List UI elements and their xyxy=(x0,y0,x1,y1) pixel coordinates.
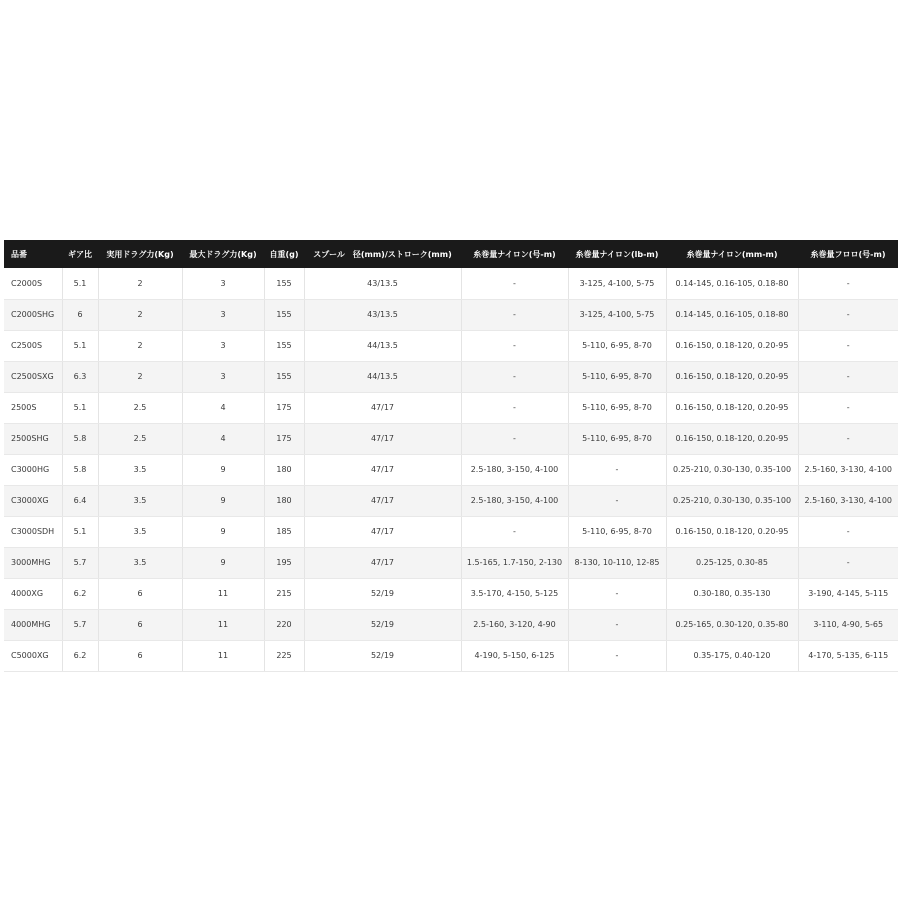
cell-nylon-go: - xyxy=(461,299,568,330)
cell-spool-stroke: 47/17 xyxy=(304,516,461,547)
header-max-drag: 最大ドラグ力(Kg) xyxy=(189,249,257,259)
table-row xyxy=(4,609,898,640)
cell-nylon-mm: 0.25-210, 0.30-130, 0.35-100 xyxy=(666,485,798,516)
cell-nylon-mm: 0.25-210, 0.30-130, 0.35-100 xyxy=(666,454,798,485)
cell-weight: 155 xyxy=(264,299,304,330)
reel-spec-table xyxy=(4,240,898,672)
cell-weight: 215 xyxy=(264,578,304,609)
cell-nylon-go: 4-190, 5-150, 6-125 xyxy=(461,640,568,671)
cell-nylon-go: - xyxy=(461,392,568,423)
cell-spool-stroke: 52/19 xyxy=(304,578,461,609)
cell-nylon-lb: 5-110, 6-95, 8-70 xyxy=(568,330,666,361)
cell-nylon-go: - xyxy=(461,268,568,299)
cell-fluoro-go: - xyxy=(798,330,898,361)
cell-weight: 155 xyxy=(264,330,304,361)
cell-fluoro-go: - xyxy=(798,516,898,547)
cell-fluoro-go: 3-110, 4-90, 5-65 xyxy=(798,609,898,640)
cell-nylon-mm: 0.16-150, 0.18-120, 0.20-95 xyxy=(666,361,798,392)
cell-practical-drag: 3.5 xyxy=(98,547,182,578)
cell-nylon-lb: 5-110, 6-95, 8-70 xyxy=(568,392,666,423)
cell-nylon-mm: 0.16-150, 0.18-120, 0.20-95 xyxy=(666,392,798,423)
cell-max-drag: 11 xyxy=(182,609,264,640)
header-spool-stroke: スプール 径(mm)/ストローク(mm) xyxy=(313,249,452,259)
cell-nylon-mm: 0.35-175, 0.40-120 xyxy=(666,640,798,671)
cell-fluoro-go: - xyxy=(798,423,898,454)
cell-weight: 180 xyxy=(264,485,304,516)
cell-nylon-lb: - xyxy=(568,454,666,485)
cell-fluoro-go: - xyxy=(798,392,898,423)
cell-weight: 220 xyxy=(264,609,304,640)
spec-table-container xyxy=(4,240,898,672)
cell-model: C2000SHG xyxy=(4,299,62,330)
cell-gear-ratio: 5.8 xyxy=(62,423,98,454)
cell-fluoro-go: - xyxy=(798,268,898,299)
cell-practical-drag: 2 xyxy=(98,268,182,299)
cell-gear-ratio: 5.1 xyxy=(62,392,98,423)
cell-practical-drag: 6 xyxy=(98,640,182,671)
cell-fluoro-go: - xyxy=(798,361,898,392)
cell-nylon-mm: 0.16-150, 0.18-120, 0.20-95 xyxy=(666,516,798,547)
cell-spool-stroke: 43/13.5 xyxy=(304,268,461,299)
table-row xyxy=(4,578,898,609)
cell-max-drag: 9 xyxy=(182,485,264,516)
cell-fluoro-go: - xyxy=(798,547,898,578)
cell-model: C3000HG xyxy=(4,454,62,485)
cell-nylon-mm: 0.30-180, 0.35-130 xyxy=(666,578,798,609)
cell-practical-drag: 2 xyxy=(98,330,182,361)
cell-max-drag: 9 xyxy=(182,454,264,485)
header-weight: 自重(g) xyxy=(269,249,299,259)
cell-gear-ratio: 5.8 xyxy=(62,454,98,485)
cell-nylon-mm: 0.25-165, 0.30-120, 0.35-80 xyxy=(666,609,798,640)
cell-weight: 225 xyxy=(264,640,304,671)
cell-spool-stroke: 47/17 xyxy=(304,485,461,516)
cell-nylon-lb: - xyxy=(568,640,666,671)
cell-spool-stroke: 47/17 xyxy=(304,392,461,423)
cell-model: C5000XG xyxy=(4,640,62,671)
cell-spool-stroke: 52/19 xyxy=(304,640,461,671)
cell-fluoro-go: 2.5-160, 3-130, 4-100 xyxy=(798,485,898,516)
table-row xyxy=(4,423,898,454)
cell-nylon-go: 2.5-180, 3-150, 4-100 xyxy=(461,485,568,516)
cell-nylon-mm: 0.16-150, 0.18-120, 0.20-95 xyxy=(666,423,798,454)
cell-nylon-lb: 3-125, 4-100, 5-75 xyxy=(568,299,666,330)
cell-gear-ratio: 5.7 xyxy=(62,547,98,578)
header-nylon-go: 糸巻量ナイロン(号-m) xyxy=(473,249,556,259)
cell-spool-stroke: 43/13.5 xyxy=(304,299,461,330)
cell-nylon-mm: 0.16-150, 0.18-120, 0.20-95 xyxy=(666,330,798,361)
cell-max-drag: 4 xyxy=(182,392,264,423)
cell-nylon-go: - xyxy=(461,361,568,392)
cell-gear-ratio: 6.4 xyxy=(62,485,98,516)
cell-max-drag: 11 xyxy=(182,578,264,609)
cell-max-drag: 3 xyxy=(182,299,264,330)
cell-spool-stroke: 47/17 xyxy=(304,423,461,454)
table-header-row xyxy=(4,240,898,268)
cell-practical-drag: 3.5 xyxy=(98,516,182,547)
cell-nylon-go: 2.5-180, 3-150, 4-100 xyxy=(461,454,568,485)
table-row xyxy=(4,485,898,516)
cell-fluoro-go: 2.5-160, 3-130, 4-100 xyxy=(798,454,898,485)
cell-fluoro-go: 4-170, 5-135, 6-115 xyxy=(798,640,898,671)
table-row xyxy=(4,640,898,671)
header-fluoro-go: 糸巻量フロロ(号-m) xyxy=(810,249,886,259)
cell-practical-drag: 6 xyxy=(98,609,182,640)
cell-nylon-go: 3.5-170, 4-150, 5-125 xyxy=(461,578,568,609)
cell-nylon-lb: 3-125, 4-100, 5-75 xyxy=(568,268,666,299)
cell-fluoro-go: - xyxy=(798,299,898,330)
cell-max-drag: 9 xyxy=(182,516,264,547)
cell-gear-ratio: 5.1 xyxy=(62,330,98,361)
cell-weight: 195 xyxy=(264,547,304,578)
cell-weight: 155 xyxy=(264,268,304,299)
cell-model: 2500SHG xyxy=(4,423,62,454)
cell-spool-stroke: 47/17 xyxy=(304,454,461,485)
cell-gear-ratio: 6.3 xyxy=(62,361,98,392)
cell-max-drag: 11 xyxy=(182,640,264,671)
cell-gear-ratio: 5.1 xyxy=(62,516,98,547)
cell-model: C2500S xyxy=(4,330,62,361)
table-row xyxy=(4,516,898,547)
table-row xyxy=(4,454,898,485)
cell-spool-stroke: 44/13.5 xyxy=(304,330,461,361)
cell-nylon-lb: 5-110, 6-95, 8-70 xyxy=(568,361,666,392)
cell-nylon-mm: 0.14-145, 0.16-105, 0.18-80 xyxy=(666,299,798,330)
cell-fluoro-go: 3-190, 4-145, 5-115 xyxy=(798,578,898,609)
cell-nylon-go: - xyxy=(461,516,568,547)
cell-practical-drag: 3.5 xyxy=(98,485,182,516)
cell-model: 4000XG xyxy=(4,578,62,609)
cell-gear-ratio: 5.7 xyxy=(62,609,98,640)
table-row xyxy=(4,361,898,392)
header-nylon-mm: 糸巻量ナイロン(mm-m) xyxy=(686,249,778,259)
cell-gear-ratio: 6 xyxy=(62,299,98,330)
cell-nylon-lb: 5-110, 6-95, 8-70 xyxy=(568,516,666,547)
cell-max-drag: 3 xyxy=(182,268,264,299)
cell-nylon-go: 2.5-160, 3-120, 4-90 xyxy=(461,609,568,640)
cell-model: C2500SXG xyxy=(4,361,62,392)
cell-max-drag: 3 xyxy=(182,330,264,361)
cell-weight: 155 xyxy=(264,361,304,392)
cell-max-drag: 4 xyxy=(182,423,264,454)
cell-nylon-go: - xyxy=(461,330,568,361)
table-row xyxy=(4,392,898,423)
cell-nylon-mm: 0.25-125, 0.30-85 xyxy=(666,547,798,578)
cell-gear-ratio: 5.1 xyxy=(62,268,98,299)
cell-nylon-mm: 0.14-145, 0.16-105, 0.18-80 xyxy=(666,268,798,299)
cell-model: 4000MHG xyxy=(4,609,62,640)
header-model: 品番 xyxy=(11,249,27,259)
cell-practical-drag: 2 xyxy=(98,299,182,330)
cell-nylon-lb: - xyxy=(568,485,666,516)
table-row xyxy=(4,330,898,361)
cell-nylon-lb: 5-110, 6-95, 8-70 xyxy=(568,423,666,454)
header-gear-ratio: ギア比 xyxy=(68,249,92,259)
cell-weight: 175 xyxy=(264,392,304,423)
cell-gear-ratio: 6.2 xyxy=(62,578,98,609)
table-row xyxy=(4,268,898,299)
cell-practical-drag: 2.5 xyxy=(98,423,182,454)
cell-model: 2500S xyxy=(4,392,62,423)
cell-model: C3000XG xyxy=(4,485,62,516)
table-body xyxy=(4,268,898,671)
cell-spool-stroke: 47/17 xyxy=(304,547,461,578)
header-practical-drag: 実用ドラグ力(Kg) xyxy=(106,249,174,259)
cell-max-drag: 9 xyxy=(182,547,264,578)
cell-model: C2000S xyxy=(4,268,62,299)
cell-spool-stroke: 52/19 xyxy=(304,609,461,640)
cell-nylon-lb: - xyxy=(568,578,666,609)
cell-nylon-go: 1.5-165, 1.7-150, 2-130 xyxy=(461,547,568,578)
cell-gear-ratio: 6.2 xyxy=(62,640,98,671)
cell-spool-stroke: 44/13.5 xyxy=(304,361,461,392)
table-row xyxy=(4,547,898,578)
cell-weight: 185 xyxy=(264,516,304,547)
cell-model: C3000SDH xyxy=(4,516,62,547)
header-nylon-lb: 糸巻量ナイロン(lb-m) xyxy=(575,249,659,259)
cell-model: 3000MHG xyxy=(4,547,62,578)
cell-max-drag: 3 xyxy=(182,361,264,392)
table-row xyxy=(4,299,898,330)
cell-practical-drag: 2 xyxy=(98,361,182,392)
cell-nylon-lb: - xyxy=(568,609,666,640)
cell-practical-drag: 6 xyxy=(98,578,182,609)
cell-weight: 180 xyxy=(264,454,304,485)
cell-nylon-lb: 8-130, 10-110, 12-85 xyxy=(568,547,666,578)
cell-nylon-go: - xyxy=(461,423,568,454)
cell-practical-drag: 3.5 xyxy=(98,454,182,485)
cell-weight: 175 xyxy=(264,423,304,454)
cell-practical-drag: 2.5 xyxy=(98,392,182,423)
